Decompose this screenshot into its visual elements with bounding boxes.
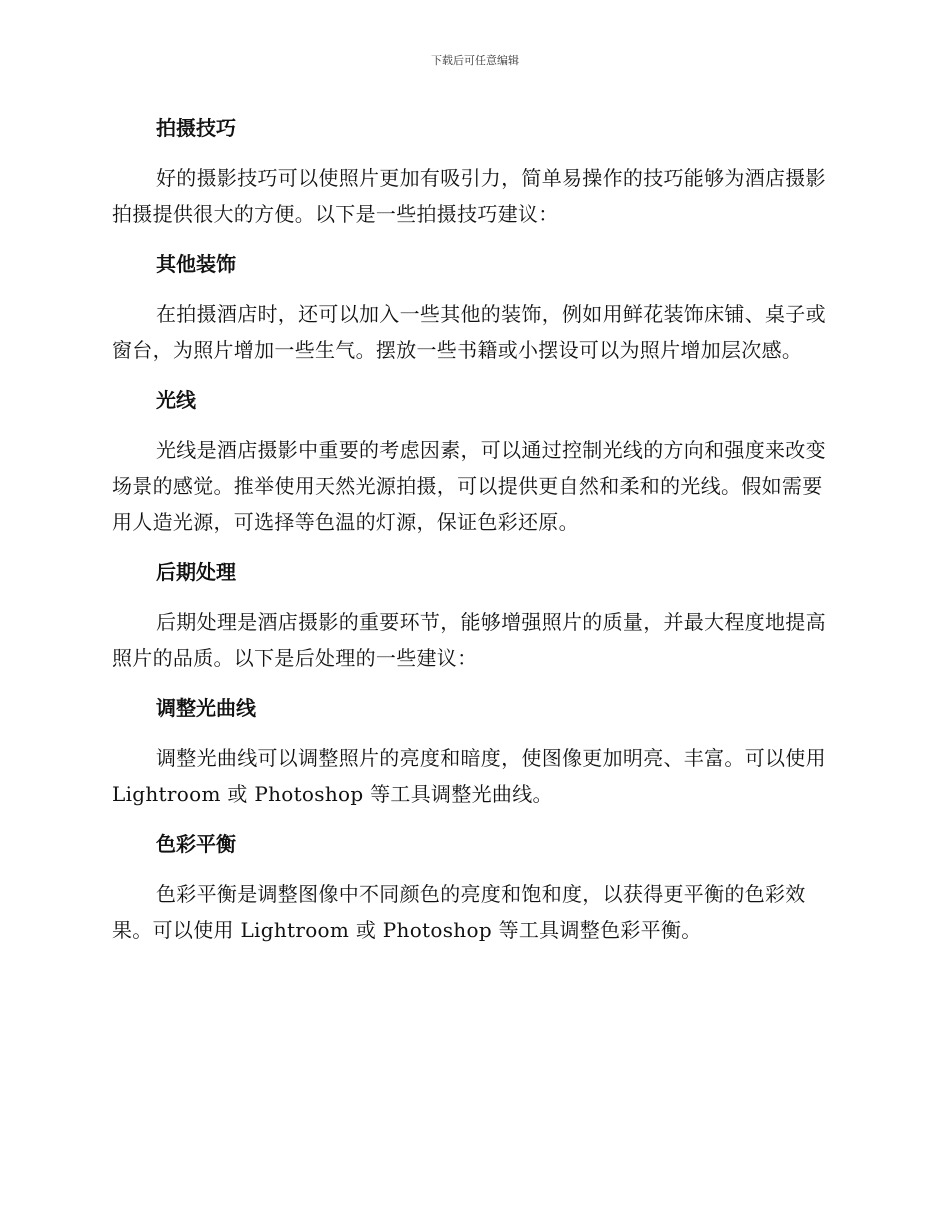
paragraph-lighting: 光线是酒店摄影中重要的考虑因素，可以通过控制光线的方向和强度来改变场景的感觉。推举使用天然光源拍摄，可以提供更自然和柔和的光线。假如需要用人造光源，可选择等色温的灯源，保证色彩还原。 [112, 438, 826, 534]
section-heading-shooting-tips: 拍摄技巧 [156, 116, 236, 140]
page-header: 下载后可任意编辑 [431, 54, 519, 67]
paragraph-tone-curve: 调整光曲线可以调整照片的亮度和暗度，使图像更加明亮、丰富。可以使用 Lightroom 或 Photoshop 等工具调整光曲线。 [112, 746, 826, 806]
section-heading-post-processing: 后期处理 [156, 560, 236, 584]
section-heading-tone-curve: 调整光曲线 [156, 696, 256, 720]
section-heading-color-balance: 色彩平衡 [156, 832, 236, 856]
paragraph-post-processing: 后期处理是酒店摄影的重要环节，能够增强照片的质量，并最大程度地提高照片的品质。以下是后处理的一些建议： [112, 610, 826, 670]
paragraph-color-balance: 色彩平衡是调整图像中不同颜色的亮度和饱和度，以获得更平衡的色彩效果。可以使用 Lightroom 或 Photoshop 等工具调整色彩平衡。 [112, 882, 806, 942]
paragraph-shooting-tips: 好的摄影技巧可以使照片更加有吸引力，简单易操作的技巧能够为酒店摄影拍摄提供很大的方便。以下是一些拍摄技巧建议： [112, 166, 826, 226]
section-heading-lighting: 光线 [156, 388, 196, 412]
paragraph-other-decorations: 在拍摄酒店时，还可以加入一些其他的装饰，例如用鲜花装饰床铺、桌子或窗台，为照片增加一些生气。摆放一些书籍或小摆设可以为照片增加层次感。 [112, 302, 826, 362]
section-heading-other-decorations: 其他装饰 [156, 252, 236, 276]
document-body [112, 110, 832, 962]
